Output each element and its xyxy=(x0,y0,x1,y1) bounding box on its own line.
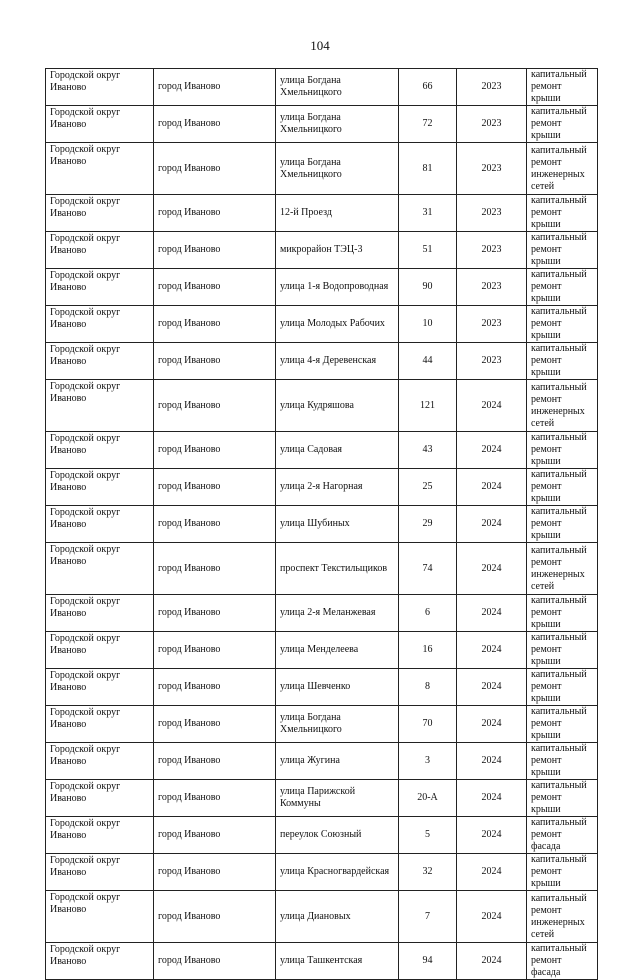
district-cell: Городской округ Иваново xyxy=(46,306,154,343)
district-cell: Городской округ Иваново xyxy=(46,595,154,632)
year-cell: 2023 xyxy=(457,306,527,343)
district-cell: Городской округ Иваново xyxy=(46,106,154,143)
street-cell: улица Красногвардейская xyxy=(276,854,399,891)
table-row xyxy=(46,817,598,854)
city-cell: город Иваново xyxy=(154,669,276,706)
work-type-cell: капитальный ремонт крыши xyxy=(527,106,598,143)
house-number-cell: 32 xyxy=(399,854,457,891)
city-cell: город Иваново xyxy=(154,706,276,743)
year-cell: 2024 xyxy=(457,780,527,817)
table-row xyxy=(46,595,598,632)
table-row xyxy=(46,269,598,306)
table-row xyxy=(46,432,598,469)
city-cell: город Иваново xyxy=(154,306,276,343)
work-type-cell: капитальный ремонт крыши xyxy=(527,632,598,669)
district-cell: Городской округ Иваново xyxy=(46,743,154,780)
year-cell: 2023 xyxy=(457,195,527,232)
street-cell: переулок Союзный xyxy=(276,817,399,854)
house-number-cell: 25 xyxy=(399,469,457,506)
table-row xyxy=(46,506,598,543)
table-row xyxy=(46,232,598,269)
city-cell: город Иваново xyxy=(154,943,276,980)
year-cell: 2023 xyxy=(457,343,527,380)
table-row xyxy=(46,854,598,891)
city-cell: город Иваново xyxy=(154,232,276,269)
year-cell: 2023 xyxy=(457,269,527,306)
year-cell: 2023 xyxy=(457,143,527,195)
work-type-cell: капитальный ремонт крыши xyxy=(527,432,598,469)
city-cell: город Иваново xyxy=(154,269,276,306)
street-cell: улица Менделеева xyxy=(276,632,399,669)
street-cell: улица Садовая xyxy=(276,432,399,469)
district-cell: Городской округ Иваново xyxy=(46,432,154,469)
table-row xyxy=(46,143,598,195)
city-cell: город Иваново xyxy=(154,432,276,469)
work-type-cell: капитальный ремонт фасада xyxy=(527,943,598,980)
work-type-cell: капитальный ремонт крыши xyxy=(527,743,598,780)
table-row xyxy=(46,380,598,432)
year-cell: 2024 xyxy=(457,669,527,706)
work-type-cell: капитальный ремонт крыши xyxy=(527,232,598,269)
house-number-cell: 44 xyxy=(399,343,457,380)
city-cell: город Иваново xyxy=(154,891,276,943)
house-number-cell: 7 xyxy=(399,891,457,943)
page-number: 104 xyxy=(310,38,330,53)
table-row xyxy=(46,469,598,506)
district-cell: Городской округ Иваново xyxy=(46,269,154,306)
house-number-cell: 74 xyxy=(399,543,457,595)
work-type-cell: капитальный ремонт крыши xyxy=(527,506,598,543)
district-cell: Городской округ Иваново xyxy=(46,469,154,506)
table-row xyxy=(46,632,598,669)
work-type-cell: капитальный ремонт фасада xyxy=(527,817,598,854)
work-type-cell: капитальный ремонт инженерных сетей xyxy=(527,143,598,195)
year-cell: 2024 xyxy=(457,854,527,891)
street-cell: микрорайон ТЭЦ-3 xyxy=(276,232,399,269)
district-cell: Городской округ Иваново xyxy=(46,669,154,706)
house-number-cell: 16 xyxy=(399,632,457,669)
work-type-cell: капитальный ремонт крыши xyxy=(527,195,598,232)
table-row xyxy=(46,669,598,706)
house-number-cell: 31 xyxy=(399,195,457,232)
house-number-cell: 81 xyxy=(399,143,457,195)
city-cell: город Иваново xyxy=(154,195,276,232)
district-cell: Городской округ Иваново xyxy=(46,817,154,854)
city-cell: город Иваново xyxy=(154,817,276,854)
street-cell: улица Диановых xyxy=(276,891,399,943)
work-type-cell: капитальный ремонт крыши xyxy=(527,706,598,743)
year-cell: 2024 xyxy=(457,380,527,432)
street-cell: улица Жугина xyxy=(276,743,399,780)
work-type-cell: капитальный ремонт инженерных сетей xyxy=(527,891,598,943)
table-row xyxy=(46,780,598,817)
work-type-cell: капитальный ремонт крыши xyxy=(527,669,598,706)
year-cell: 2024 xyxy=(457,432,527,469)
year-cell: 2024 xyxy=(457,743,527,780)
work-type-cell: капитальный ремонт крыши xyxy=(527,343,598,380)
table-row xyxy=(46,306,598,343)
house-number-cell: 10 xyxy=(399,306,457,343)
district-cell: Городской округ Иваново xyxy=(46,706,154,743)
house-number-cell: 29 xyxy=(399,506,457,543)
street-cell: улица Богдана Хмельницкого xyxy=(276,143,399,195)
district-cell: Городской округ Иваново xyxy=(46,195,154,232)
street-cell: улица 2-я Меланжевая xyxy=(276,595,399,632)
year-cell: 2024 xyxy=(457,891,527,943)
house-number-cell: 5 xyxy=(399,817,457,854)
year-cell: 2024 xyxy=(457,817,527,854)
year-cell: 2023 xyxy=(457,106,527,143)
house-number-cell: 3 xyxy=(399,743,457,780)
district-cell: Городской округ Иваново xyxy=(46,543,154,595)
city-cell: город Иваново xyxy=(154,343,276,380)
table-row xyxy=(46,891,598,943)
house-number-cell: 70 xyxy=(399,706,457,743)
district-cell: Городской округ Иваново xyxy=(46,632,154,669)
repair-schedule-table xyxy=(45,68,598,980)
table-row xyxy=(46,543,598,595)
table-row xyxy=(46,69,598,106)
table-row xyxy=(46,706,598,743)
year-cell: 2023 xyxy=(457,232,527,269)
district-cell: Городской округ Иваново xyxy=(46,854,154,891)
district-cell: Городской округ Иваново xyxy=(46,380,154,432)
city-cell: город Иваново xyxy=(154,743,276,780)
district-cell: Городской округ Иваново xyxy=(46,780,154,817)
city-cell: город Иваново xyxy=(154,143,276,195)
work-type-cell: капитальный ремонт крыши xyxy=(527,780,598,817)
city-cell: город Иваново xyxy=(154,595,276,632)
year-cell: 2023 xyxy=(457,69,527,106)
street-cell: улица Богдана Хмельницкого xyxy=(276,706,399,743)
table-row xyxy=(46,106,598,143)
city-cell: город Иваново xyxy=(154,69,276,106)
work-type-cell: капитальный ремонт инженерных сетей xyxy=(527,543,598,595)
district-cell: Городской округ Иваново xyxy=(46,343,154,380)
year-cell: 2024 xyxy=(457,506,527,543)
street-cell: улица Шубиных xyxy=(276,506,399,543)
house-number-cell: 6 xyxy=(399,595,457,632)
house-number-cell: 43 xyxy=(399,432,457,469)
street-cell: улица 2-я Нагорная xyxy=(276,469,399,506)
street-cell: улица Богдана Хмельницкого xyxy=(276,106,399,143)
city-cell: город Иваново xyxy=(154,780,276,817)
house-number-cell: 90 xyxy=(399,269,457,306)
street-cell: улица Парижской Коммуны xyxy=(276,780,399,817)
year-cell: 2024 xyxy=(457,469,527,506)
table-row xyxy=(46,743,598,780)
year-cell: 2024 xyxy=(457,543,527,595)
district-cell: Городской округ Иваново xyxy=(46,232,154,269)
house-number-cell: 20-А xyxy=(399,780,457,817)
city-cell: город Иваново xyxy=(154,380,276,432)
street-cell: улица Шевченко xyxy=(276,669,399,706)
work-type-cell: капитальный ремонт крыши xyxy=(527,269,598,306)
work-type-cell: капитальный ремонт крыши xyxy=(527,69,598,106)
house-number-cell: 121 xyxy=(399,380,457,432)
work-type-cell: капитальный ремонт крыши xyxy=(527,854,598,891)
work-type-cell: капитальный ремонт крыши xyxy=(527,595,598,632)
year-cell: 2024 xyxy=(457,595,527,632)
year-cell: 2024 xyxy=(457,632,527,669)
street-cell: проспект Текстильщиков xyxy=(276,543,399,595)
table-row xyxy=(46,943,598,980)
street-cell: улица 1-я Водопроводная xyxy=(276,269,399,306)
house-number-cell: 66 xyxy=(399,69,457,106)
district-cell: Городской округ Иваново xyxy=(46,69,154,106)
street-cell: улица Богдана Хмельницкого xyxy=(276,69,399,106)
district-cell: Городской округ Иваново xyxy=(46,143,154,195)
street-cell: улица Молодых Рабочих xyxy=(276,306,399,343)
house-number-cell: 94 xyxy=(399,943,457,980)
table-row xyxy=(46,195,598,232)
house-number-cell: 51 xyxy=(399,232,457,269)
district-cell: Городской округ Иваново xyxy=(46,891,154,943)
house-number-cell: 8 xyxy=(399,669,457,706)
street-cell: улица Кудряшова xyxy=(276,380,399,432)
work-type-cell: капитальный ремонт крыши xyxy=(527,306,598,343)
street-cell: улица Ташкентская xyxy=(276,943,399,980)
city-cell: город Иваново xyxy=(154,469,276,506)
work-type-cell: капитальный ремонт инженерных сетей xyxy=(527,380,598,432)
street-cell: 12-й Проезд xyxy=(276,195,399,232)
city-cell: город Иваново xyxy=(154,632,276,669)
year-cell: 2024 xyxy=(457,706,527,743)
district-cell: Городской округ Иваново xyxy=(46,943,154,980)
table-body xyxy=(46,69,598,980)
street-cell: улица 4-я Деревенская xyxy=(276,343,399,380)
city-cell: город Иваново xyxy=(154,854,276,891)
table-row xyxy=(46,343,598,380)
house-number-cell: 72 xyxy=(399,106,457,143)
city-cell: город Иваново xyxy=(154,106,276,143)
work-type-cell: капитальный ремонт крыши xyxy=(527,469,598,506)
city-cell: город Иваново xyxy=(154,506,276,543)
year-cell: 2024 xyxy=(457,943,527,980)
district-cell: Городской округ Иваново xyxy=(46,506,154,543)
city-cell: город Иваново xyxy=(154,543,276,595)
